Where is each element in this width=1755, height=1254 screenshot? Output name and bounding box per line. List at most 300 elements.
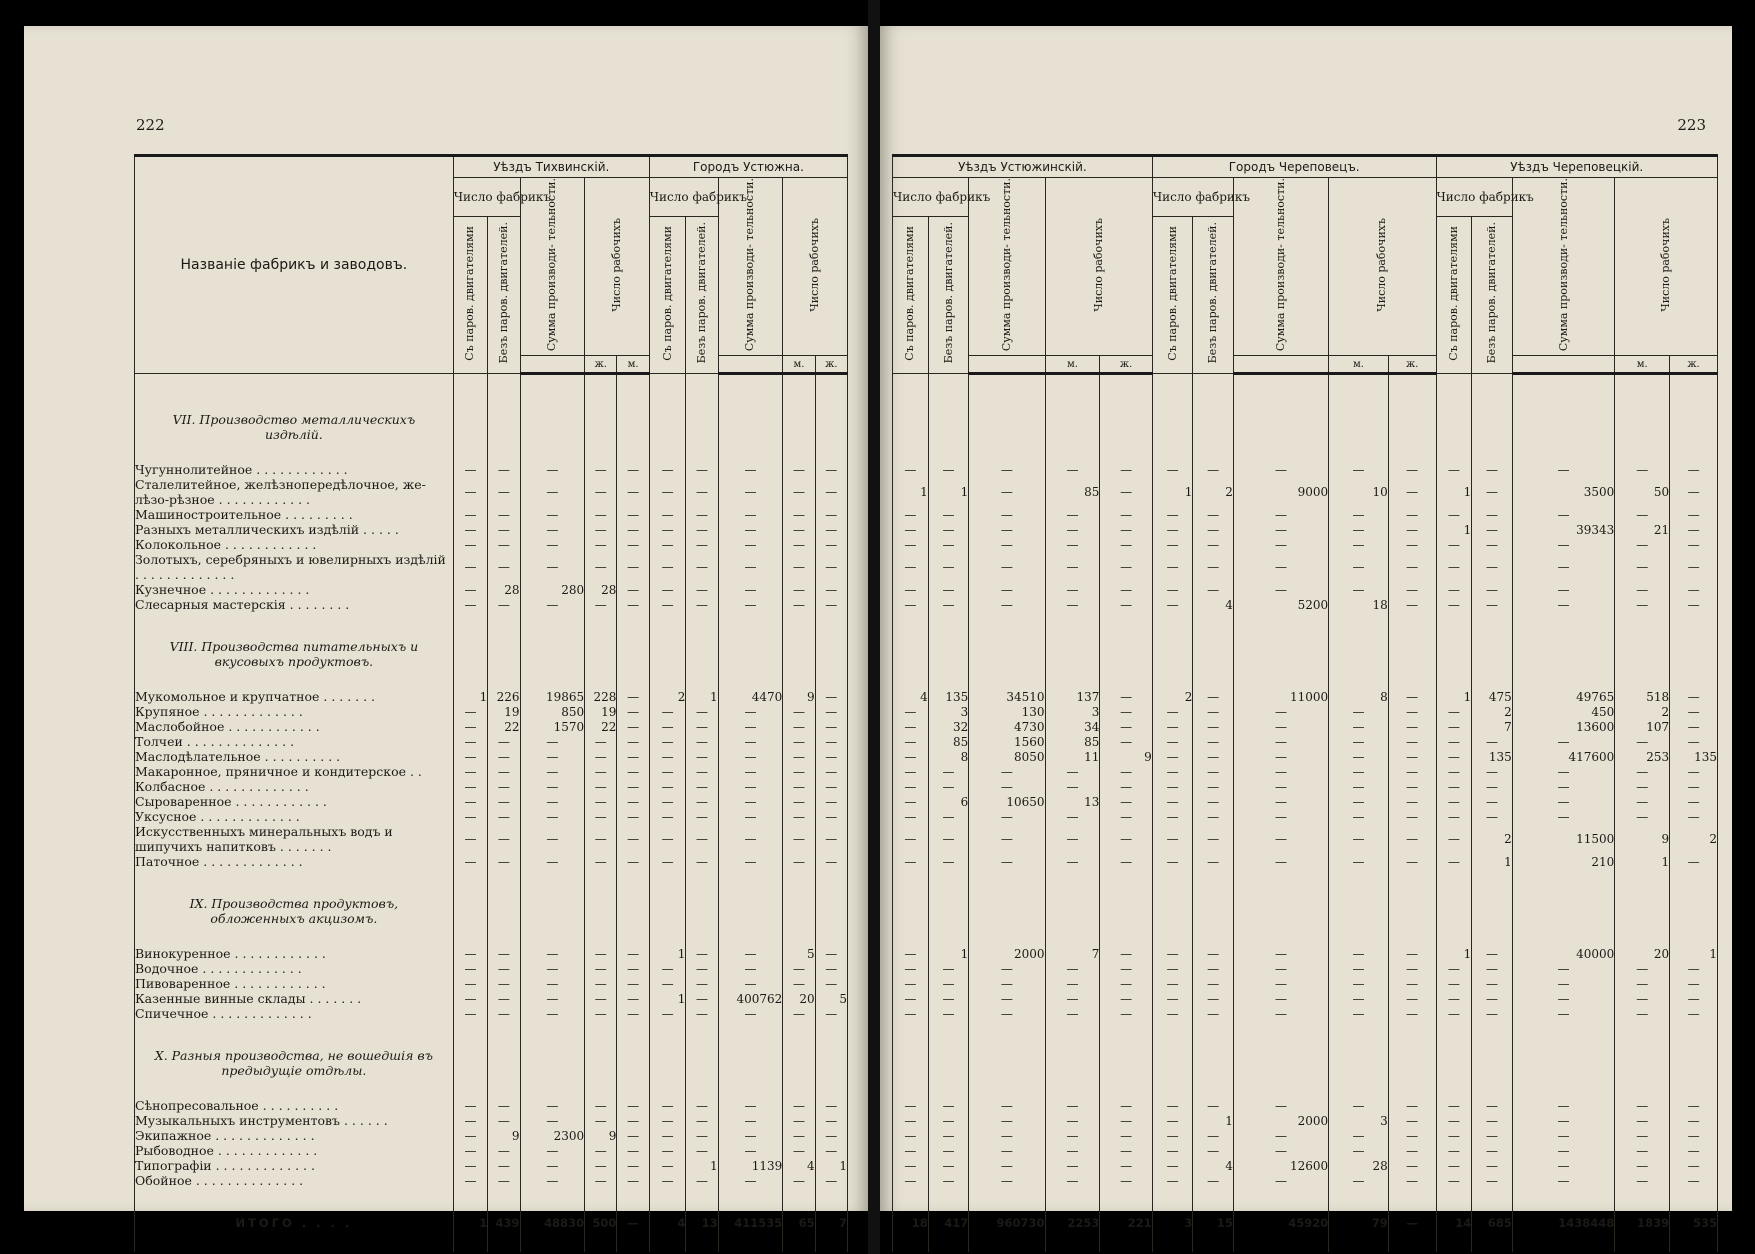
data-cell: —	[1472, 946, 1513, 961]
data-cell: —	[649, 537, 686, 552]
table-row	[135, 507, 848, 522]
data-cell: —	[1436, 976, 1472, 991]
data-cell: —	[893, 582, 929, 597]
data-cell: —	[1045, 1128, 1100, 1143]
spacer-cell	[520, 405, 585, 449]
table-row	[135, 1173, 848, 1188]
spacer-cell	[783, 1188, 815, 1208]
data-cell: —	[1388, 1113, 1436, 1128]
spacer-cell	[1472, 405, 1513, 449]
data-cell: —	[649, 552, 686, 582]
spacer-cell	[1512, 449, 1615, 462]
data-cell: —	[1615, 1098, 1670, 1113]
data-cell: —	[893, 764, 929, 779]
data-cell: —	[1388, 961, 1436, 976]
spacer-cell	[928, 405, 969, 449]
data-cell: —	[783, 1113, 815, 1128]
data-cell: —	[1193, 809, 1234, 824]
data-cell: —	[718, 462, 783, 477]
data-cell: —	[928, 522, 969, 537]
data-cell: —	[1045, 1098, 1100, 1113]
data-cell: 1560	[969, 734, 1045, 749]
spacer-cell	[1472, 1238, 1513, 1252]
data-cell: —	[1472, 462, 1513, 477]
spacer-cell	[1329, 1188, 1389, 1208]
nosteam-header: Безъ паров. двигателей.	[928, 217, 969, 374]
data-cell: —	[1100, 824, 1152, 854]
table-row	[893, 1158, 1718, 1173]
table-row	[893, 824, 1718, 854]
spacer-cell	[928, 1188, 969, 1208]
spacer-cell	[1615, 1188, 1670, 1208]
spacer-cell	[969, 1021, 1045, 1041]
spacer-cell	[617, 1021, 649, 1041]
data-cell: 1139	[718, 1158, 783, 1173]
spacer-cell	[1100, 1238, 1152, 1252]
total-row	[135, 1208, 848, 1238]
spacer-cell	[453, 1041, 487, 1085]
data-cell: —	[488, 522, 520, 537]
spacer-cell	[686, 1188, 718, 1208]
data-cell: —	[718, 1006, 783, 1021]
spacer-cell	[1329, 632, 1389, 676]
data-cell: —	[1615, 507, 1670, 522]
spacer-cell	[1233, 632, 1328, 676]
data-cell: —	[1329, 779, 1389, 794]
data-cell: 12600	[1233, 1158, 1328, 1173]
output-subheader	[520, 356, 585, 374]
region-header: Уѣздъ Тихвинскій.	[453, 156, 649, 178]
spacer-cell	[1329, 933, 1389, 946]
data-cell: —	[1670, 689, 1718, 704]
data-cell: —	[1512, 779, 1615, 794]
data-cell: —	[1045, 552, 1100, 582]
data-cell: —	[783, 824, 815, 854]
data-cell: —	[1152, 704, 1193, 719]
spacer-cell	[1436, 374, 1472, 406]
data-cell: 1	[1436, 522, 1472, 537]
workers-header: Число рабочихъ	[1045, 178, 1152, 356]
data-cell: —	[1233, 809, 1328, 824]
data-cell: 960730	[969, 1208, 1045, 1238]
data-cell: —	[1512, 1006, 1615, 1021]
data-cell: —	[969, 582, 1045, 597]
data-cell: —	[969, 462, 1045, 477]
data-cell: —	[815, 477, 847, 507]
data-cell: —	[1152, 1158, 1193, 1173]
data-cell: —	[783, 597, 815, 612]
spacer-cell	[815, 449, 847, 462]
data-cell: 4730	[969, 719, 1045, 734]
data-cell: —	[1045, 507, 1100, 522]
data-cell: —	[893, 719, 929, 734]
spacer-row	[893, 449, 1718, 462]
data-cell: —	[453, 552, 487, 582]
data-cell: —	[520, 1158, 585, 1173]
data-cell: —	[1100, 507, 1152, 522]
data-cell: —	[783, 462, 815, 477]
spacer-cell	[783, 676, 815, 689]
data-cell: —	[520, 1113, 585, 1128]
workers-header: Число рабочихъ	[783, 178, 848, 356]
data-cell: —	[1512, 1173, 1615, 1188]
data-cell: —	[928, 1128, 969, 1143]
spacer-cell	[718, 676, 783, 689]
data-cell: —	[520, 552, 585, 582]
spacer-cell	[453, 612, 487, 632]
data-cell: —	[453, 794, 487, 809]
spacer-cell	[1329, 374, 1389, 406]
data-cell: —	[1329, 976, 1389, 991]
data-cell: —	[1329, 1006, 1389, 1021]
data-cell: —	[1388, 462, 1436, 477]
table-row	[135, 1098, 848, 1113]
data-cell: —	[686, 764, 718, 779]
data-cell: —	[1100, 582, 1152, 597]
spacer-row	[893, 374, 1718, 406]
spacer-cell	[718, 1188, 783, 1208]
data-cell: —	[585, 1113, 617, 1128]
data-cell: —	[1436, 854, 1472, 869]
data-cell: 4	[1193, 1158, 1234, 1173]
spacer-cell	[520, 632, 585, 676]
spacer-cell	[520, 1188, 585, 1208]
data-cell: —	[686, 794, 718, 809]
data-cell: 85	[1045, 477, 1100, 507]
spacer-cell	[718, 1238, 783, 1252]
factory-name: Водочное . . . . . . . . . . . . .	[135, 961, 454, 976]
data-cell: 417600	[1512, 749, 1615, 764]
table-row	[893, 582, 1718, 597]
table-row	[135, 794, 848, 809]
spacer-cell	[928, 933, 969, 946]
data-cell: —	[1233, 582, 1328, 597]
spacer-cell	[1615, 1021, 1670, 1041]
data-cell: —	[815, 976, 847, 991]
data-cell: —	[718, 1113, 783, 1128]
spacer-cell	[1233, 676, 1328, 689]
data-cell: —	[1512, 1143, 1615, 1158]
data-cell: —	[1193, 522, 1234, 537]
spacer-cell	[520, 1085, 585, 1098]
data-cell: —	[1472, 477, 1513, 507]
page-number-left: 222	[136, 116, 165, 134]
spacer-cell	[453, 889, 487, 933]
data-cell: —	[893, 597, 929, 612]
spacer-cell	[1670, 1238, 1718, 1252]
spacer-cell	[488, 1021, 520, 1041]
data-cell: —	[1436, 1128, 1472, 1143]
data-cell: 13	[686, 1208, 718, 1238]
data-cell: 439	[488, 1208, 520, 1238]
data-cell: 49765	[1512, 689, 1615, 704]
spacer-cell	[1233, 405, 1328, 449]
data-cell: —	[617, 462, 649, 477]
data-cell: 11000	[1233, 689, 1328, 704]
spacer-cell	[686, 1238, 718, 1252]
data-cell: —	[686, 1098, 718, 1113]
data-cell: —	[928, 582, 969, 597]
spacer-cell	[1670, 612, 1718, 632]
data-cell: 9	[585, 1128, 617, 1143]
spacer-cell	[1512, 1041, 1615, 1085]
data-cell: —	[453, 522, 487, 537]
data-cell: —	[1233, 552, 1328, 582]
spacer-cell	[686, 612, 718, 632]
spacer-cell	[453, 1085, 487, 1098]
spacer-cell	[783, 632, 815, 676]
spacer-cell	[520, 889, 585, 933]
data-cell: 500	[585, 1208, 617, 1238]
spacer-row	[893, 933, 1718, 946]
spacer-cell	[488, 933, 520, 946]
table-row	[893, 779, 1718, 794]
spacer-cell	[1388, 1021, 1436, 1041]
data-cell: —	[783, 704, 815, 719]
data-cell: —	[617, 809, 649, 824]
spacer-cell	[1388, 1085, 1436, 1098]
data-cell: —	[453, 582, 487, 597]
data-cell: —	[617, 689, 649, 704]
data-cell: —	[686, 734, 718, 749]
data-cell: 28	[1329, 1158, 1389, 1173]
factory-name: Машиностроительное . . . . . . . . .	[135, 507, 454, 522]
data-cell: —	[1436, 764, 1472, 779]
data-cell: —	[783, 734, 815, 749]
spacer-cell	[135, 869, 454, 889]
data-cell: 8050	[969, 749, 1045, 764]
data-cell: —	[815, 946, 847, 961]
table-row	[135, 719, 848, 734]
data-cell: 79	[1329, 1208, 1389, 1238]
data-cell: —	[783, 764, 815, 779]
data-cell: —	[585, 734, 617, 749]
data-cell: —	[1472, 734, 1513, 749]
spacer-cell	[1045, 374, 1100, 406]
data-cell: —	[1512, 1128, 1615, 1143]
spacer-cell	[893, 1041, 929, 1085]
data-cell: 13	[1045, 794, 1100, 809]
data-cell: —	[1436, 1113, 1472, 1128]
table-row	[135, 582, 848, 597]
data-cell: —	[969, 824, 1045, 854]
table-row	[893, 794, 1718, 809]
data-cell: —	[1512, 976, 1615, 991]
factory-name: Экипажное . . . . . . . . . . . . .	[135, 1128, 454, 1143]
factory-name: Сыроваренное . . . . . . . . . . . .	[135, 794, 454, 809]
data-cell: —	[686, 704, 718, 719]
spacer-cell	[686, 889, 718, 933]
table-row	[893, 704, 1718, 719]
data-cell: —	[1512, 794, 1615, 809]
spacer-cell	[686, 1041, 718, 1085]
spacer-cell	[1512, 889, 1615, 933]
data-cell: 518	[1615, 689, 1670, 704]
data-cell: —	[649, 749, 686, 764]
output-subheader	[718, 356, 783, 374]
data-cell: —	[1233, 749, 1328, 764]
data-cell: —	[815, 597, 847, 612]
data-cell: —	[969, 991, 1045, 1006]
data-cell: —	[649, 1128, 686, 1143]
data-cell: —	[649, 704, 686, 719]
data-cell: —	[1045, 809, 1100, 824]
data-cell: —	[453, 477, 487, 507]
data-cell: —	[585, 1158, 617, 1173]
spacer-cell	[1152, 1188, 1193, 1208]
spacer-cell	[815, 1238, 847, 1252]
table-row	[135, 749, 848, 764]
data-cell: 19	[488, 704, 520, 719]
spacer-cell	[1388, 374, 1436, 406]
data-cell: 9	[488, 1128, 520, 1143]
data-cell: —	[1045, 462, 1100, 477]
spacer-cell	[718, 869, 783, 889]
data-cell: —	[969, 779, 1045, 794]
data-cell: —	[585, 462, 617, 477]
data-cell: 7	[1045, 946, 1100, 961]
total-row	[893, 1208, 1718, 1238]
spacer-cell	[1472, 889, 1513, 933]
data-cell: —	[1388, 794, 1436, 809]
data-cell: —	[1388, 854, 1436, 869]
spacer-cell	[1329, 1021, 1389, 1041]
data-cell: —	[1152, 824, 1193, 854]
statistics-table-left	[134, 154, 848, 1252]
data-cell: —	[1329, 824, 1389, 854]
table-row	[893, 597, 1718, 612]
data-cell: —	[718, 597, 783, 612]
data-cell: —	[1045, 854, 1100, 869]
data-cell: —	[815, 734, 847, 749]
data-cell: —	[1388, 597, 1436, 612]
spacer-cell	[783, 612, 815, 632]
data-cell: 4	[783, 1158, 815, 1173]
data-cell: —	[453, 749, 487, 764]
data-cell: —	[488, 507, 520, 522]
data-cell: —	[617, 961, 649, 976]
data-cell: 18	[893, 1208, 929, 1238]
data-cell: —	[453, 824, 487, 854]
data-cell: —	[1329, 794, 1389, 809]
spacer-cell	[1512, 1085, 1615, 1098]
spacer-cell	[1152, 1238, 1193, 1252]
data-cell: —	[718, 537, 783, 552]
spacer-cell	[1472, 374, 1513, 406]
spacer-cell	[135, 1188, 454, 1208]
data-cell: —	[1472, 582, 1513, 597]
data-cell: —	[893, 991, 929, 1006]
data-cell: —	[815, 1173, 847, 1188]
spacer-cell	[649, 1041, 686, 1085]
data-cell: —	[1670, 809, 1718, 824]
data-cell: —	[1329, 507, 1389, 522]
fabric-count-header: Число фабрикъ	[893, 178, 969, 217]
spacer-cell	[488, 889, 520, 933]
spacer-cell	[893, 1238, 929, 1252]
data-cell: —	[1152, 764, 1193, 779]
data-cell: —	[893, 1158, 929, 1173]
data-cell: —	[1045, 537, 1100, 552]
spacer-row	[893, 1021, 1718, 1041]
spacer-cell	[585, 676, 617, 689]
spacer-cell	[969, 1238, 1045, 1252]
data-cell: —	[783, 976, 815, 991]
data-cell: —	[488, 1113, 520, 1128]
data-cell: —	[1615, 961, 1670, 976]
data-cell: —	[1152, 794, 1193, 809]
spacer-cell	[718, 1021, 783, 1041]
table-row	[135, 961, 848, 976]
data-cell: —	[453, 809, 487, 824]
nosteam-header: Безъ паров. двигателей.	[488, 217, 520, 374]
data-cell: 1	[649, 946, 686, 961]
data-cell: —	[1388, 779, 1436, 794]
data-cell: —	[1615, 582, 1670, 597]
data-cell: —	[1045, 1173, 1100, 1188]
data-cell: —	[1436, 961, 1472, 976]
spacer-cell	[1670, 676, 1718, 689]
data-cell: —	[893, 552, 929, 582]
data-cell: —	[1193, 764, 1234, 779]
spacer-cell	[928, 1041, 969, 1085]
data-cell: —	[1436, 582, 1472, 597]
data-cell: —	[585, 961, 617, 976]
data-cell: 1570	[520, 719, 585, 734]
data-cell: —	[1193, 991, 1234, 1006]
spacer-cell	[1045, 1085, 1100, 1098]
spacer-row	[135, 676, 848, 689]
data-cell: 2253	[1045, 1208, 1100, 1238]
spacer-cell	[1329, 1041, 1389, 1085]
data-cell: —	[1388, 1006, 1436, 1021]
data-cell: —	[815, 462, 847, 477]
data-cell: —	[1472, 991, 1513, 1006]
data-cell: 226	[488, 689, 520, 704]
data-cell: —	[649, 719, 686, 734]
data-cell: —	[1329, 552, 1389, 582]
data-cell: —	[1233, 854, 1328, 869]
data-cell: —	[488, 961, 520, 976]
data-cell: 1	[1670, 946, 1718, 961]
data-cell: —	[1670, 779, 1718, 794]
data-cell: —	[1233, 734, 1328, 749]
data-cell: 39343	[1512, 522, 1615, 537]
spacer-cell	[649, 933, 686, 946]
data-cell: 1	[453, 689, 487, 704]
spacer-cell	[649, 676, 686, 689]
spacer-cell	[617, 1041, 649, 1085]
section-heading-row	[893, 1041, 1718, 1085]
data-cell: —	[649, 764, 686, 779]
data-cell: —	[488, 1143, 520, 1158]
spacer-cell	[969, 676, 1045, 689]
data-cell: —	[1472, 1158, 1513, 1173]
data-cell: —	[1329, 704, 1389, 719]
data-cell: —	[1388, 1128, 1436, 1143]
spacer-cell	[969, 1188, 1045, 1208]
spacer-cell	[1152, 933, 1193, 946]
data-cell: —	[893, 1006, 929, 1021]
data-cell: —	[1045, 991, 1100, 1006]
table-row	[135, 946, 848, 961]
spacer-cell	[1436, 612, 1472, 632]
spacer-cell	[1670, 1188, 1718, 1208]
data-cell: 475	[1472, 689, 1513, 704]
spacer-cell	[928, 1021, 969, 1041]
data-cell: 10650	[969, 794, 1045, 809]
data-cell: —	[585, 824, 617, 854]
